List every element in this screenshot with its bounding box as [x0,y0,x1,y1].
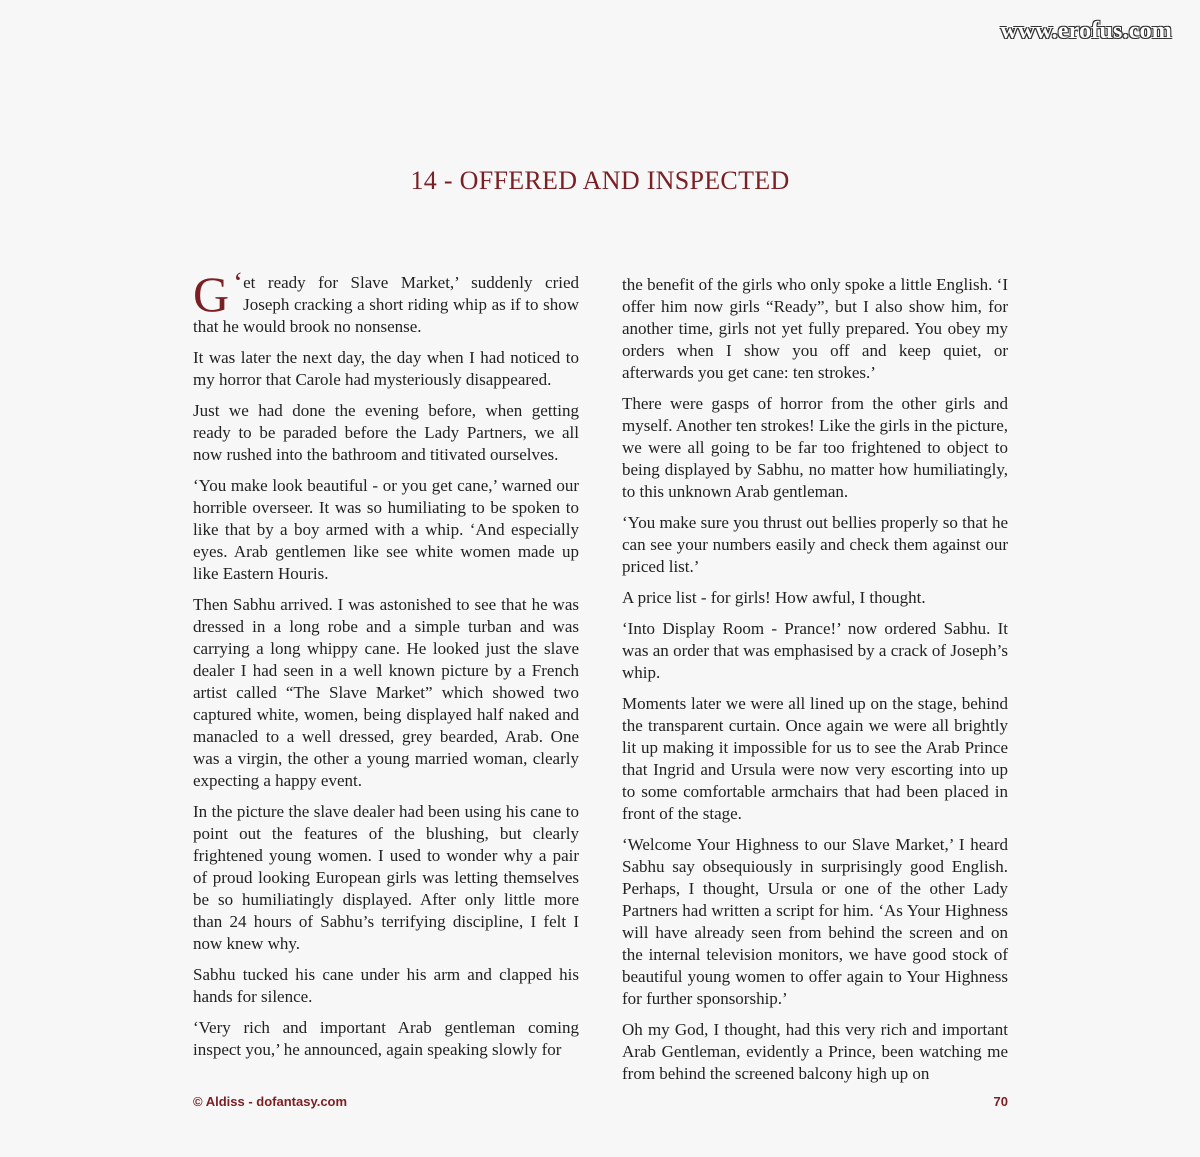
paragraph: the benefit of the girls who only spoke a little English. ‘I offer him now girls “Ready”, but I also show him, for another time, girls not yet fully prepared. You obey my orders when I show you off and keep quiet, or afterwards you get cane: ten strokes.’ [622,275,1008,382]
left-column [193,266,579,1070]
paragraph: In the picture the slave dealer had been using his cane to point out the features of the blushing, but clearly frightened young women. I used to wonder why a pair of proud looking European girls was letting themselves be so humiliatingly displayed. After only little more than 24 hours of Sabhu’s terrifying discipline, I felt I now knew why. [193,802,579,953]
chapter-title: 14 - OFFERED AND INSPECTED [410,166,790,195]
opening-paragraph-text: et ready for Slave Market,’ suddenly cried Joseph cracking a short riding whip as if to show that he would brook no nonsense. [193,273,579,336]
right-column [622,274,1008,1094]
watermark: www.erofus.com [1000,18,1172,44]
paragraph: Sabhu tucked his cane under his arm and clapped his hands for silence. [193,965,579,1006]
paragraph: Moments later we were all lined up on the stage, behind the transparent curtain. Once again we were all brightly lit up making it impossible for us to see the Arab Prince that Ingrid and Ursula were now very escorting into up to some comfortable armchairs that had been placed in front of the stage. [622,694,1008,823]
opening-paragraph [193,266,579,338]
paragraph: Then Sabhu arrived. I was astonished to see that he was dressed in a long robe and a simple turban and was carrying a long whippy cane. He looked just the slave dealer I had seen in a well known picture by a French artist called “The Slave Market” which showed two captured white, women, being displayed half naked and manacled to a well dressed, grey bearded, Arab. One was a virgin, the other a young married woman, clearly expecting a happy event. [193,595,579,790]
paragraph: ‘Welcome Your Highness to our Slave Market,’ I heard Sabhu say obsequiously in surprisingly good English. Perhaps, I thought, Ursula or one of the other Lady Partners had written a script for him. ‘As Your Highness will have already seen from behind the screen and on the internal television monitors, we have good stock of beautiful young women to offer again to Your Highness for further sponsorship.’ [622,835,1008,1008]
paragraph: ‘Very rich and important Arab gentleman coming inspect you,’ he announced, again speaking slowly for [193,1018,579,1059]
page-number: 70 [993,1094,1008,1109]
drop-cap [193,266,244,322]
paragraph: Oh my God, I thought, had this very rich and important Arab Gentleman, evidently a Prince, been watching me from behind the screened balcony high up on [622,1020,1008,1083]
drop-cap-quote: ‘ [233,266,244,299]
paragraph: ‘You make look beautiful - or you get cane,’ warned our horrible overseer. It was so humiliating to be spoken to like that by a boy armed with a whip. ‘And especially eyes. Arab gentlemen like see white women made up like Eastern Houris. [193,476,579,583]
paragraph: Just we had done the evening before, when getting ready to be paraded before the Lady Partners, we all now rushed into the bathroom and titivated ourselves. [193,401,579,464]
paragraph: ‘Into Display Room - Prance!’ now ordered Sabhu. It was an order that was emphasised by a crack of Joseph’s whip. [622,619,1008,682]
paragraph: A price list - for girls! How awful, I thought. [622,588,926,607]
paragraph: There were gasps of horror from the other girls and myself. Another ten strokes! Like the girls in the picture, we were all going to be far too frightened to object to being displayed by Sabhu, no matter how humiliatingly, to this unknown Arab gentleman. [622,394,1008,501]
footer-copyright: © Aldiss - dofantasy.com [193,1094,348,1109]
drop-cap-letter: G [193,266,230,322]
paragraph: ‘You make sure you thrust out bellies properly so that he can see your numbers easily and check them against our priced list.’ [622,513,1008,576]
paragraph: It was later the next day, the day when I had noticed to my horror that Carole had mysteriously disappeared. [193,348,579,389]
